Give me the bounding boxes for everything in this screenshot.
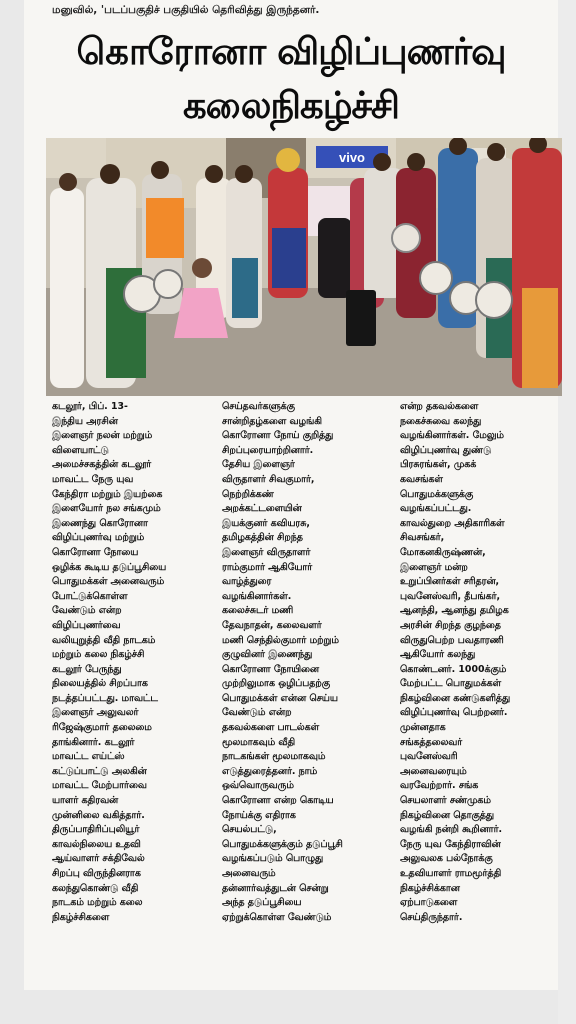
article-text-line: புவனேஸ்வரி, தீபங்கர்,: [400, 590, 501, 602]
event-photo-illustration: [46, 138, 562, 396]
headline-line-2: கலைநிகழ்ச்சி: [183, 84, 399, 127]
article-text-line: கடலூர், பிப். 13-: [52, 401, 128, 412]
article-text-line: மேற்பட்ட பொதுமக்கள்: [400, 678, 502, 690]
article-text-line: தேசிய இளைஞர்: [222, 459, 295, 471]
article-text-line: எடுத்துரைத்தனர். நாம்: [222, 765, 318, 777]
article-text-line: ஒழிக்க கூடிய தடுப்பூசியை: [52, 561, 167, 573]
article-text-line: திருப்பாதிரிப்புலியூர்: [52, 824, 140, 836]
article-text-line: நாடகம் மற்றும் கலை: [52, 897, 143, 909]
article-text-line: மணி செந்தில்குமார் மற்றும்: [222, 634, 339, 646]
article-text-line: மூலமாகவும் வீதி: [222, 736, 296, 748]
article-text-line: இளைஞர் நலன் மற்றும்: [52, 430, 153, 442]
article-text-line: வாழ்த்துரை: [222, 576, 272, 588]
article-text-line: சிவசங்கர்,: [400, 532, 445, 544]
article-text-line: அலுவலக பல்நோக்கு: [400, 853, 493, 865]
article-text-line: சங்கத்தலைவர்: [400, 736, 463, 748]
article-text-line: தன்னார்வத்துடன் சென்று: [222, 882, 329, 894]
article-text-line: யாளர் கதிரவன்: [52, 795, 119, 807]
article-text-line: முன்னிலை வகித்தார்.: [52, 809, 145, 821]
article-text-line: நிகழ்ச்சிகளை: [52, 911, 110, 923]
article-text-line: நிகழ்வினை கண்டுகளித்து: [400, 692, 511, 704]
article-text-line: கொரோனா நோயை: [52, 546, 139, 558]
article-text-line: இயக்குனர் கவியரசு,: [222, 517, 310, 529]
article-text-line: வரவேற்றார். சங்க: [400, 780, 479, 792]
article-text-line: காவல்துறை அதிகாரிகள்: [400, 517, 505, 529]
article-text-line: வலியுறுத்தி வீதி நாடகம்: [52, 634, 156, 646]
headline-line-1: கொரோனா விழிப்புணர்வு: [76, 30, 506, 73]
article-text-line: நெற்றிக்கண்: [222, 488, 274, 500]
article-text-line: தேவநாதன், கலைவளர்: [222, 619, 322, 631]
article-text-line: அனைவரும்: [222, 868, 276, 879]
article-text-line: தமிழகத்தின் சிறந்த: [222, 532, 303, 544]
article-text-line: இளைஞர் விருதாளர்: [222, 546, 311, 558]
article-text-line: வழங்கினார்கள்.: [222, 590, 292, 602]
article-text-line: அனைவரையும்: [400, 765, 467, 777]
article-text-line: கட்டுப்பாட்டு அலகின்: [52, 765, 147, 777]
article-text-line: தகவல்களை பாடல்கள்: [222, 722, 320, 734]
article-text-line: விழிப்புணர்வு மற்றும்: [52, 532, 145, 544]
article-text-line: ஆகியோர் கலந்து: [400, 649, 476, 661]
article-text-line: செயல்பட்டு,: [222, 824, 277, 836]
article-text-line: நோய்க்கு எதிராக: [222, 809, 296, 821]
article-text-line: மற்றும் கலை நிகழ்ச்சி: [52, 649, 145, 661]
article-text-line: விழிப்புணர்வு பெற்றனர்.: [400, 707, 508, 719]
article-text-line: நேரு யுவ கேந்திராவின்: [400, 838, 501, 850]
article-text-line: வேண்டும் என்ற: [52, 605, 122, 617]
article-text-line: அமைச்சகத்தின் கடலூர்: [52, 459, 152, 471]
article-text-line: வேண்டும் என்ற: [222, 707, 292, 719]
article-text-line: சிறப்பு விருந்தினராக: [52, 868, 141, 879]
article-text-line: விருதுபெற்ற பவதாரணி: [400, 634, 504, 646]
article-text-line: ராம்குமார் ஆகியோர்: [222, 561, 313, 573]
article-text-line: செய்திருந்தார்.: [400, 911, 463, 923]
previous-article-line: மனுவில், 'படப்பகுதிச் பகுதியில் தெரிவித்து இருந்தனர்.: [52, 4, 320, 16]
article-text-line: ஏற்றுக்கொள்ள வேண்டும்: [222, 911, 332, 923]
article-text-line: சான்றிதழ்களை வழங்கி: [222, 415, 322, 427]
article-text-line: குழுவினர் இணைந்து: [222, 649, 313, 661]
article-column-3: [400, 400, 560, 925]
article-text-line: நடத்தப்பட்டது. மாவட்ட: [52, 692, 158, 704]
article-text-line: என்ற தகவல்களை: [400, 401, 479, 412]
article-text-line: பொதுமக்கள் அனைவரும்: [52, 576, 165, 588]
article-text-line: விழிப்புணர்வு துண்டு: [400, 444, 492, 456]
article-text-line: கொரோனா என்ற கொடிய: [222, 795, 334, 807]
article-text-line: இளைஞர் அலுவலர்: [52, 707, 139, 719]
article-text-line: மாவட்ட நேரு யுவ: [52, 473, 134, 485]
article-text-line: கொரோனா நோய் குறித்து: [222, 430, 334, 442]
article-text-line: போட்டுக்கொள்ள: [52, 590, 128, 602]
article-text-line: அறக்கட்டளையின்: [222, 503, 302, 515]
article-text-line: ரிஜேஷ்குமார் தலைமை: [52, 722, 152, 734]
article-text-line: நாடகங்கள் மூலமாகவும்: [222, 751, 326, 763]
article-text-line: காவல்நிலைய உதவி: [52, 838, 141, 850]
article-text-line: விளையாட்டு: [52, 444, 109, 456]
article-text-line: ஆய்வாளர் சக்திவேல்: [52, 853, 145, 865]
article-text-line: நிலையத்தில் சிறப்பாக: [52, 678, 148, 690]
article-text-line: இந்திய அரசின்: [52, 415, 118, 427]
event-photo: [46, 138, 562, 396]
article-text-line: சிறப்புரையாற்றினார்.: [222, 444, 314, 456]
article-text-line: நகைச்சுவை கலந்து: [400, 415, 482, 427]
article-column-1: [52, 400, 212, 925]
article-text-line: நிகழ்ச்சிக்கான: [400, 882, 460, 894]
article-text-line: பிரசுரங்கள், முகக்: [400, 459, 477, 471]
article-text-line: ஆனந்தி, ஆனந்து தமிழக: [400, 605, 509, 617]
article-text-line: செய்தவர்களுக்கு: [222, 401, 295, 412]
article-text-line: பொதுமக்களுக்கும் தடுப்பூசி: [222, 838, 343, 850]
article-text-line: விழிப்புணர்வை: [52, 619, 121, 631]
article-text-line: இணைந்து கொரோனா: [52, 517, 148, 529]
article-text-line: இளையோர் நல சங்கமும்: [52, 503, 161, 515]
shop-sign: vivo: [338, 150, 366, 165]
article-text-line: வழங்கி நன்றி கூறினார்.: [400, 824, 503, 836]
article-text-line: அரசின் சிறந்த குழந்தை: [400, 619, 501, 631]
article-text-line: புவனேஸ்வரி: [400, 751, 458, 763]
article-text-line: கவசங்கள்: [400, 473, 443, 485]
article-text-line: முற்றிலுமாக ஒழிப்பதற்கு: [222, 678, 331, 690]
article-text-line: பொதுமக்கள் என்ன செய்ய: [222, 692, 338, 704]
article-text-line: வழங்கப்படும் பொழுது: [222, 853, 324, 865]
article-text-line: செயலாளர் சண்முகம்: [400, 795, 491, 807]
article-text-line: விருதாளர் சிவகுமார்,: [222, 473, 315, 485]
article-text-line: மாவட்ட மேற்பார்வை: [52, 780, 147, 792]
article-text-line: கடலூர் பேருந்து: [52, 663, 122, 675]
article-text-line: கொண்டனர். 1000க்கும்: [400, 663, 507, 675]
article-text-line: மாவட்ட எய்ட்ஸ்: [52, 751, 125, 763]
article-text-line: இளைஞர் மன்ற: [400, 561, 468, 573]
article-column-2: [222, 400, 382, 925]
article-text-line: நிகழ்வினை தொகுத்து: [400, 809, 495, 821]
article-text-line: கலைச்சுடர் மணி: [222, 605, 294, 617]
article-text-line: கொரோனா நோயினை: [222, 663, 319, 675]
article-text-line: பொதுமக்களுக்கு: [400, 488, 474, 500]
article-text-line: உதவியாளர் ராமமூர்த்தி: [400, 868, 502, 879]
article-text-line: தாங்கினார். கடலூர்: [52, 736, 135, 748]
article-text-line: ஒவ்வொருவரும்: [222, 780, 294, 792]
article-text-line: வழங்கினார்கள். மேலும்: [400, 430, 504, 442]
article-text-line: கேந்திரா மற்றும் இயற்கை: [52, 488, 163, 500]
article-text-line: மோகனகிருஷ்ணன்,: [400, 546, 486, 558]
article-text-line: அந்த தடுப்பூசியை: [222, 897, 302, 909]
article-text-line: வழங்கப்பட்டது.: [400, 503, 472, 515]
article-text-line: ஏற்பாடுகளை: [400, 897, 458, 909]
article-text-line: கலந்துகொண்டு வீதி: [52, 882, 139, 894]
article-text-line: முன்னதாக: [400, 722, 446, 734]
article-text-line: உறுப்பினர்கள் சரிதரன்,: [400, 576, 500, 588]
